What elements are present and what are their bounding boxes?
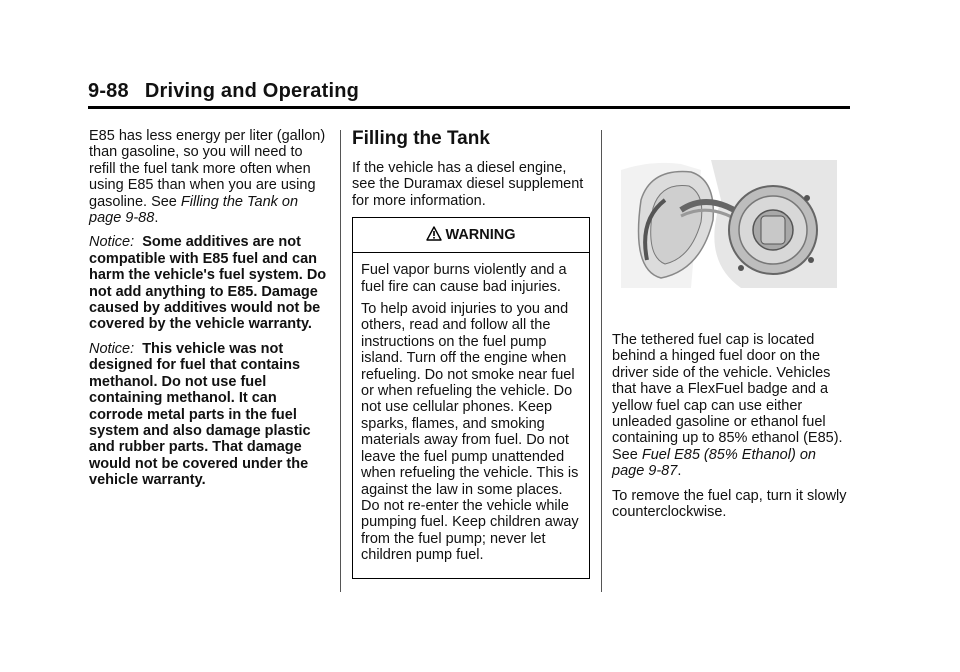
- column-divider-1: [340, 130, 341, 592]
- fuel-door-illustration: [621, 160, 837, 288]
- column-middle: [352, 128, 592, 579]
- column-right: [612, 332, 852, 528]
- warning-body: [353, 253, 589, 577]
- notice-additives: Notice: Some additives are not compatible with E85 fuel and can harm the vehicle's fuel system. Do not add anything to E85. Damage caused by additives would not be covered by the vehicle warranty.: [89, 234, 327, 333]
- notice-label: Notice:: [89, 234, 135, 251]
- column-left: [89, 128, 329, 497]
- e85-energy-paragraph: E85 has less energy per liter (gallon) than gasoline, so you will need to refill the fuel tank more often when using E85 than when you are using gasoline. See Filling the Tank on page 9-88.: [89, 128, 326, 227]
- column-divider-2: [601, 130, 602, 592]
- header-rule: [88, 106, 850, 109]
- warning-header: [353, 218, 589, 252]
- warning-triangle-icon: [426, 220, 442, 254]
- fuel-cap-paragraph: The tethered fuel cap is located behind a hinged fuel door on the driver side of the vehicle. Vehicles that have a FlexFuel badge and a yellow fuel cap can use either unleaded gasoline or ethanol fuel containing up to 85% ethanol (E85). See Fuel E85 (85% Ethanol) on page 9-87.: [612, 332, 843, 480]
- notice-label: Notice:: [89, 340, 135, 357]
- fuel-e85-link[interactable]: Fuel E85 (85% Ethanol) on page 9-87: [612, 446, 816, 480]
- warning-box: [352, 217, 590, 578]
- filling-tank-link[interactable]: Filling the Tank on page 9-88: [89, 193, 299, 227]
- remove-cap-paragraph: To remove the fuel cap, turn it slowly counterclockwise.: [612, 487, 847, 521]
- notice-methanol: Notice: This vehicle was not designed for fuel that contains methanol. Do not use fuel containing methanol. It can corrode metal parts in the fuel system and also damage plastic and rubber parts. That damage would not be covered under the vehicle warranty.: [89, 340, 311, 489]
- page-number: 9-88: [88, 80, 129, 102]
- diesel-intro: If the vehicle has a diesel engine, see the Duramax diesel supplement for more information.: [352, 160, 584, 209]
- page-header: [88, 80, 850, 103]
- filling-tank-heading: Filling the Tank: [352, 128, 490, 149]
- warning-paragraph-2: To help avoid injuries to you and others, read and follow all the instructions on the fuel pump island. Turn off the engine when refueling. Do not smoke near fuel or when refueling the vehicle. Do not use cellular phones. Keep sparks, flames, and smoking materials away from fuel. Do not leave the fuel pump unattended when refueling the vehicle. This is against the law in some places. Do not re-enter the vehicle while pumping fuel. Keep children away from the fuel pump; never let children pump fuel.: [361, 301, 579, 564]
- warning-title: WARNING: [445, 227, 516, 244]
- warning-paragraph-1: Fuel vapor burns violently and a fuel fire can cause bad injuries.: [361, 262, 567, 295]
- section-title: Driving and Operating: [144, 80, 360, 102]
